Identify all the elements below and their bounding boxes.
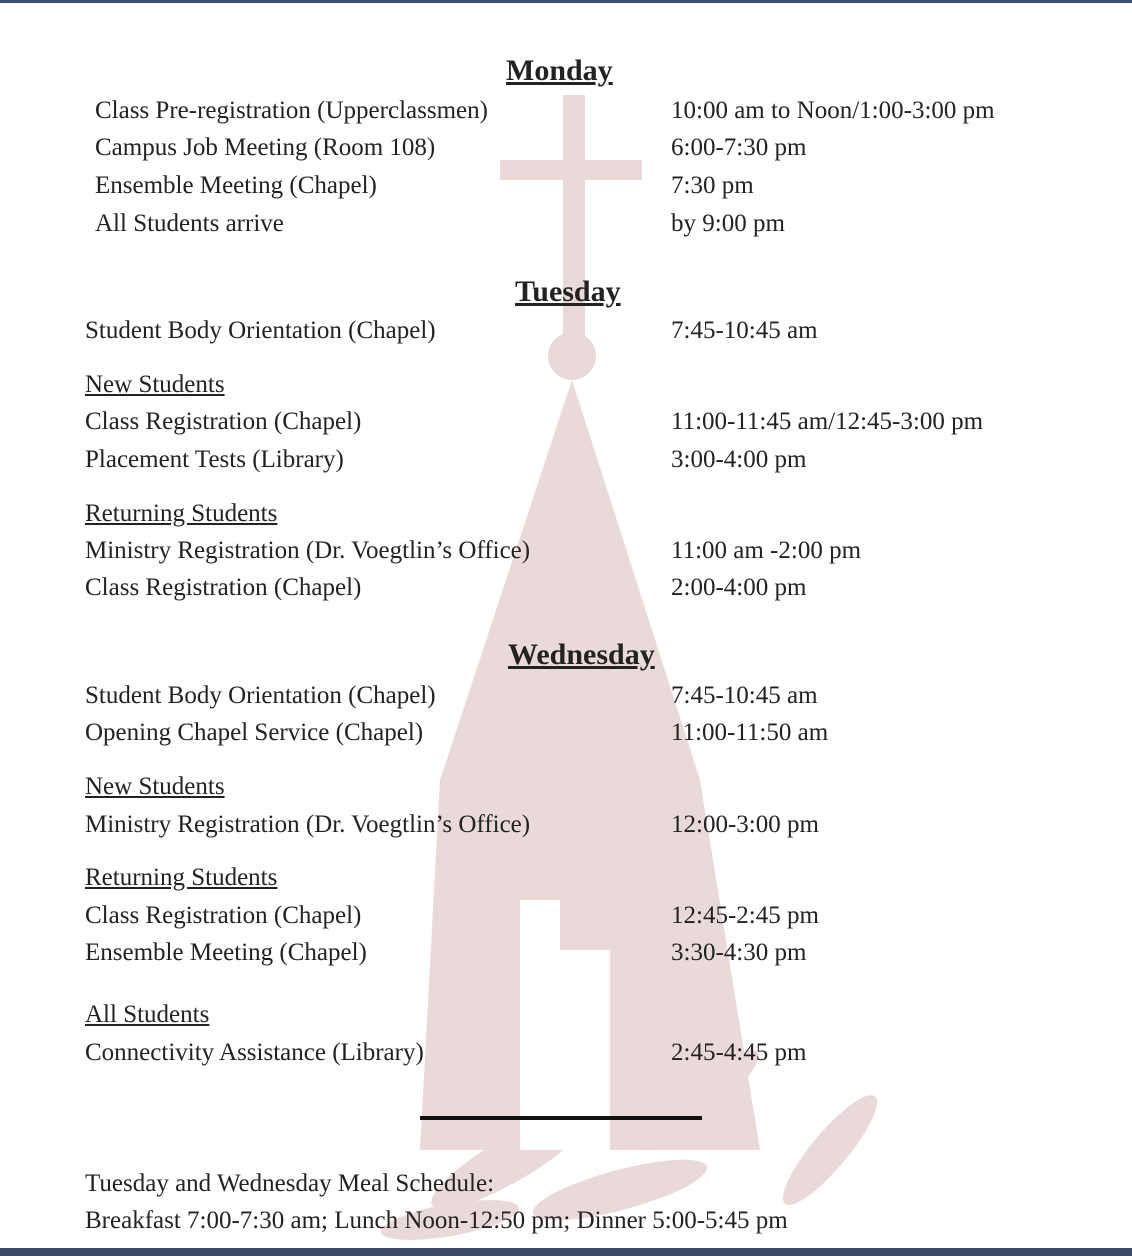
monday-event-4: All Students arrive [95, 210, 284, 237]
wednesday-new-students-label: New Students [85, 773, 225, 800]
tuesday-returning-students-label: Returning Students [85, 500, 278, 527]
tuesday-time-1: 7:45-10:45 am [671, 317, 818, 344]
tuesday-new-time-1: 11:00-11:45 am/12:45-3:00 pm [671, 408, 984, 435]
monday-time-2: 6:00-7:30 pm [671, 134, 807, 161]
wednesday-new-time-1: 12:00-3:00 pm [671, 811, 819, 838]
wednesday-returning-event-1: Class Registration (Chapel) [85, 902, 362, 929]
monday-heading: Monday [506, 54, 613, 87]
monday-event-3: Ensemble Meeting (Chapel) [95, 172, 377, 199]
tuesday-new-event-1: Class Registration (Chapel) [85, 408, 362, 435]
wednesday-event-1: Student Body Orientation (Chapel) [85, 682, 436, 709]
wednesday-returning-students-label: Returning Students [85, 864, 278, 891]
wednesday-all-students-label: All Students [85, 1001, 210, 1028]
monday-event-2: Campus Job Meeting (Room 108) [95, 134, 436, 161]
tuesday-returning-time-1: 11:00 am -2:00 pm [671, 537, 862, 564]
monday-time-3: 7:30 pm [671, 172, 754, 199]
wednesday-new-event-1: Ministry Registration (Dr. Voegtlin’s Office) [85, 811, 531, 838]
monday-time-4: by 9:00 pm [671, 210, 785, 237]
tuesday-returning-event-2: Class Registration (Chapel) [85, 574, 362, 601]
wednesday-returning-event-2: Ensemble Meeting (Chapel) [85, 939, 367, 966]
wednesday-time-2: 11:00-11:50 am [671, 719, 829, 746]
wednesday-all-event-1: Connectivity Assistance (Library) [85, 1039, 424, 1066]
tuesday-returning-event-1: Ministry Registration (Dr. Voegtlin’s Office) [85, 537, 531, 564]
monday-event-1: Class Pre-registration (Upperclassmen) [95, 97, 488, 124]
monday-time-1: 10:00 am to Noon/1:00-3:00 pm [671, 97, 995, 124]
meal-schedule-title: Tuesday and Wednesday Meal Schedule: [85, 1170, 495, 1197]
wednesday-returning-time-2: 3:30-4:30 pm [671, 939, 807, 966]
wednesday-all-time-1: 2:45-4:45 pm [671, 1039, 807, 1066]
meal-schedule-line: Breakfast 7:00-7:30 am; Lunch Noon-12:50 pm; Dinner 5:00-5:45 pm [85, 1207, 788, 1234]
tuesday-heading: Tuesday [515, 275, 621, 308]
section-divider [420, 1116, 702, 1120]
wednesday-event-2: Opening Chapel Service (Chapel) [85, 719, 424, 746]
tuesday-event-1: Student Body Orientation (Chapel) [85, 317, 436, 344]
tuesday-new-time-2: 3:00-4:00 pm [671, 446, 807, 473]
tuesday-returning-time-2: 2:00-4:00 pm [671, 574, 807, 601]
wednesday-heading: Wednesday [508, 638, 655, 671]
tuesday-new-event-2: Placement Tests (Library) [85, 446, 344, 473]
wednesday-time-1: 7:45-10:45 am [671, 682, 818, 709]
tuesday-new-students-label: New Students [85, 371, 225, 398]
bottom-border [0, 1248, 1132, 1256]
wednesday-returning-time-1: 12:45-2:45 pm [671, 902, 819, 929]
